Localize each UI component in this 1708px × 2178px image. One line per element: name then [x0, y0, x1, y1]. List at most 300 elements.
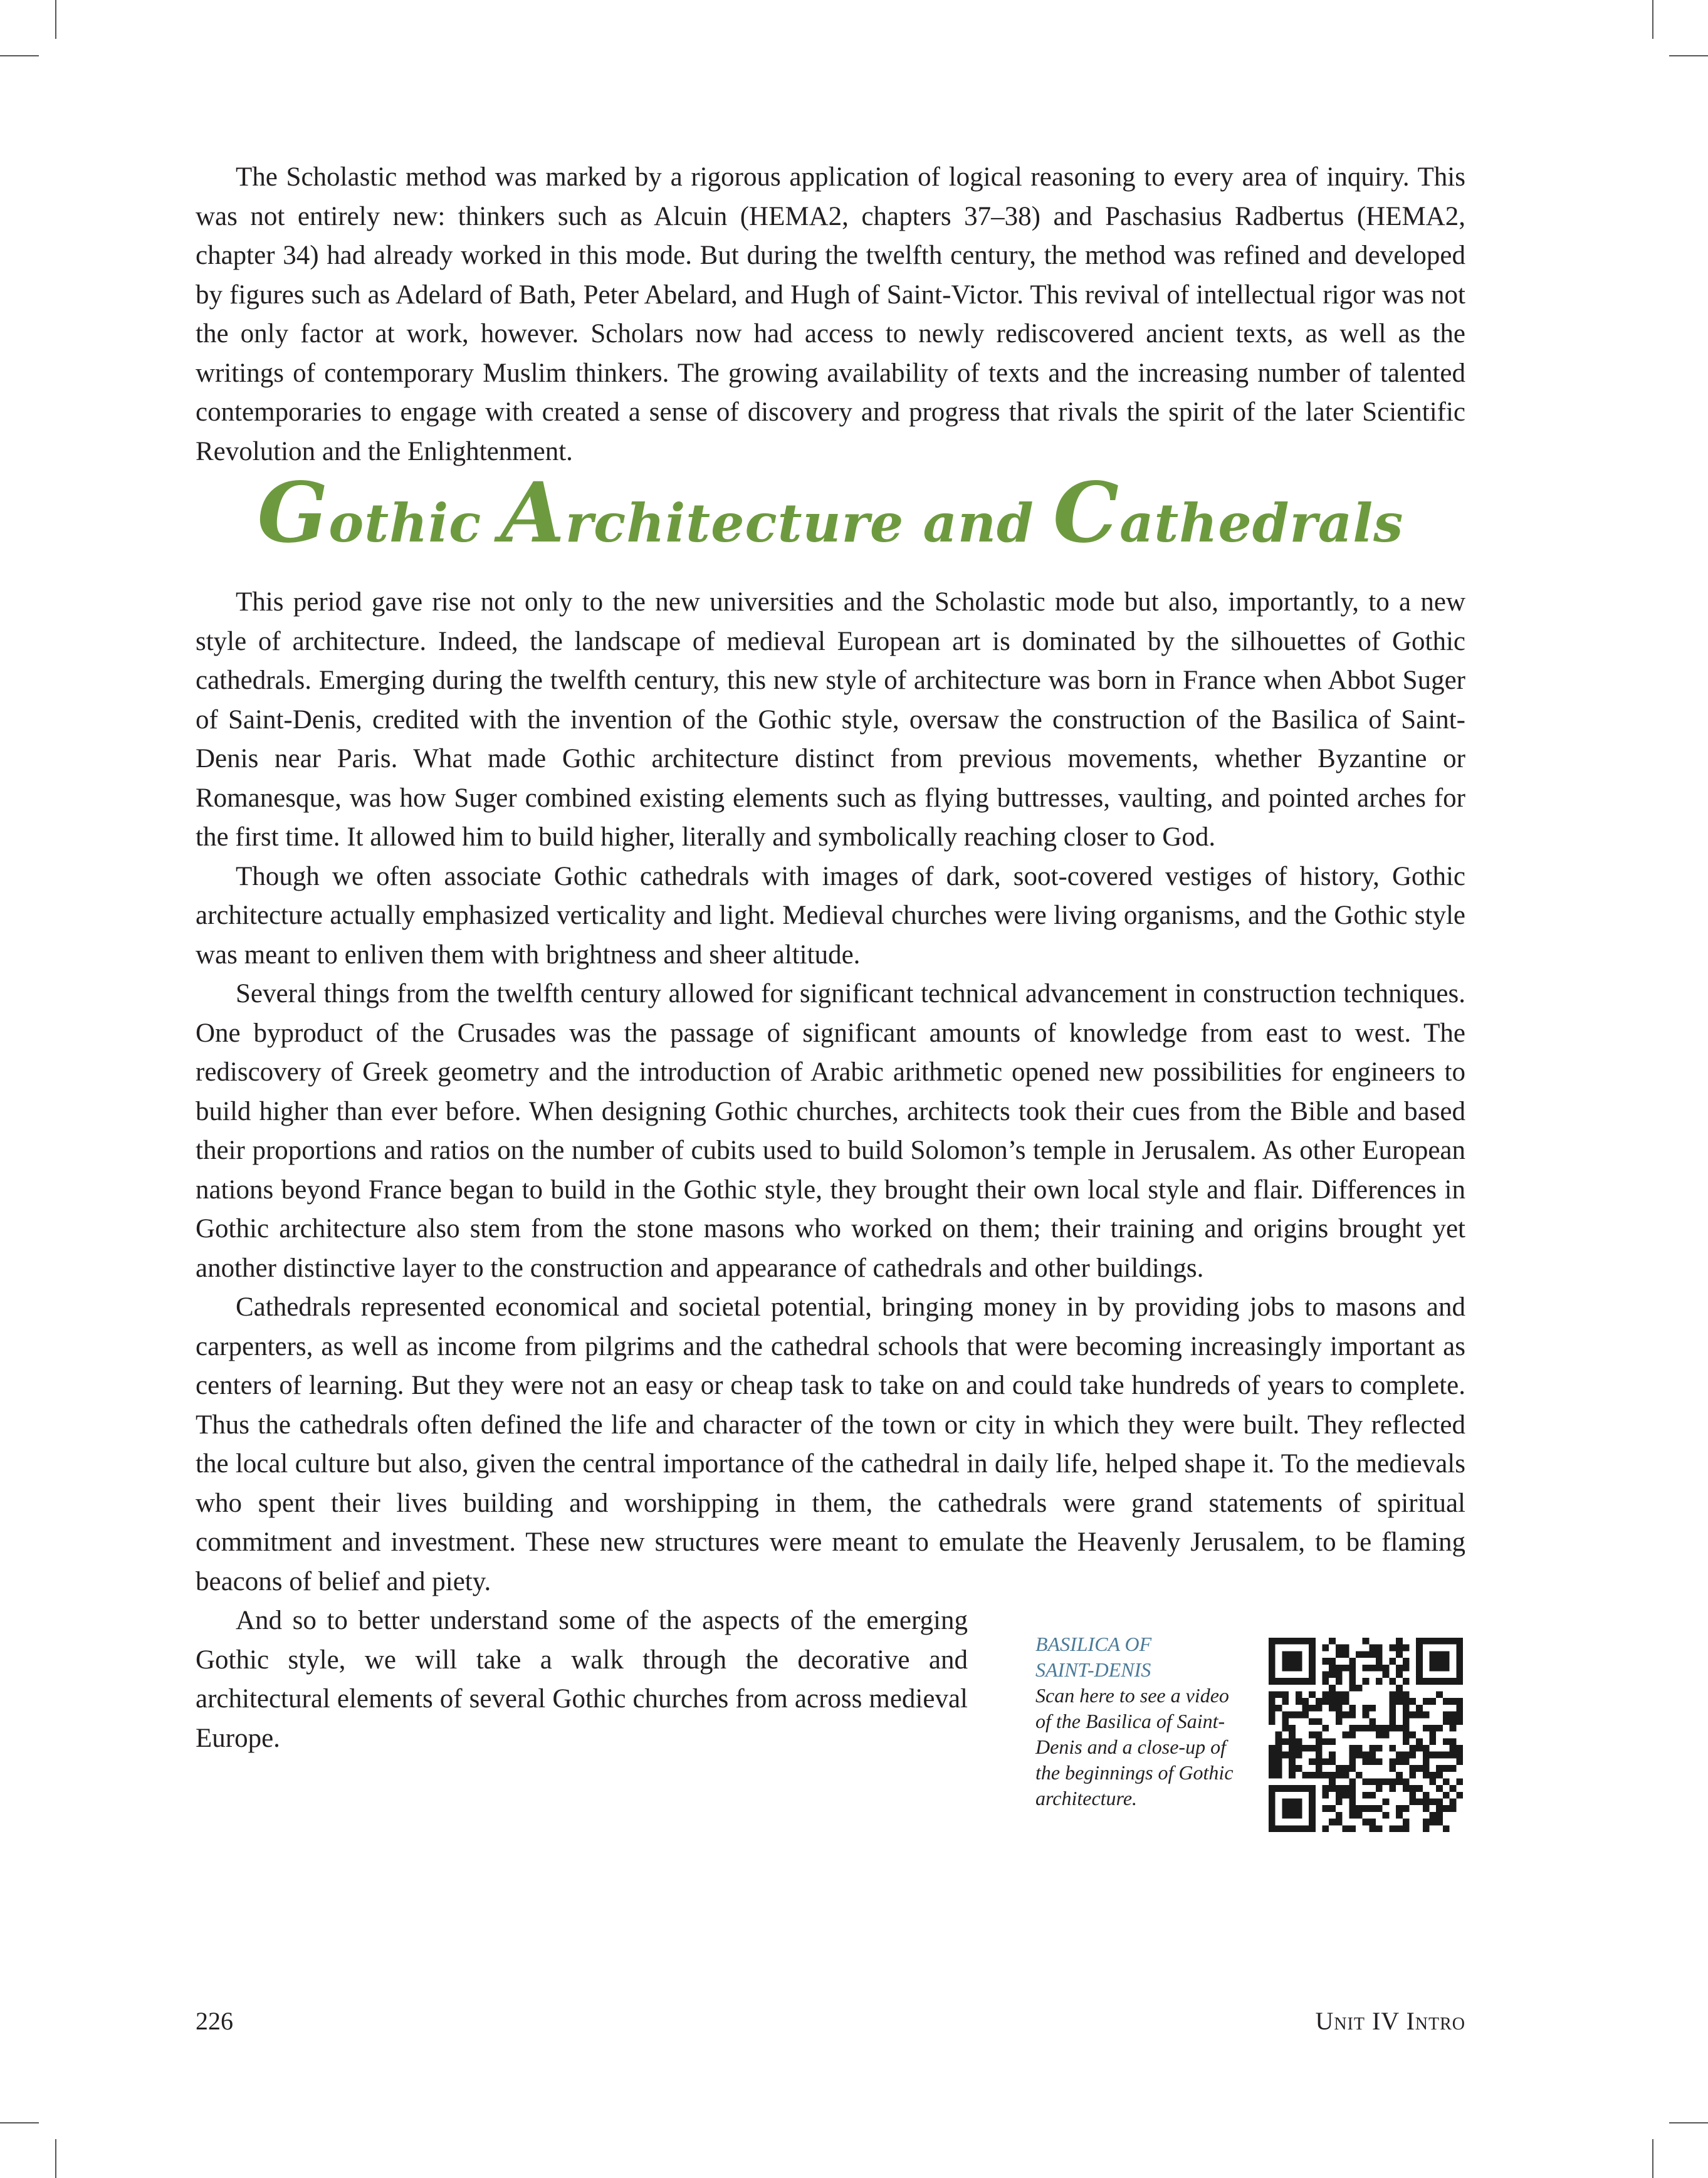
qr-module [1269, 1712, 1276, 1719]
qr-module [1430, 1778, 1437, 1785]
qr-module [1430, 1752, 1437, 1759]
qr-module [1289, 1725, 1296, 1732]
qr-module [1296, 1678, 1302, 1685]
qr-module [1269, 1671, 1276, 1678]
qr-module [1456, 1778, 1463, 1785]
qr-module [1456, 1645, 1463, 1652]
qr-module [1276, 1692, 1282, 1699]
qr-module [1336, 1812, 1343, 1819]
qr-module [1416, 1638, 1423, 1645]
qr-module [1296, 1658, 1302, 1665]
qr-module [1316, 1738, 1323, 1745]
qr-module [1423, 1765, 1430, 1772]
qr-module [1436, 1799, 1443, 1806]
qr-module [1276, 1678, 1282, 1685]
page-body [196, 158, 1465, 1808]
qr-module [1289, 1825, 1296, 1832]
qr-module [1403, 1665, 1410, 1672]
qr-module [1323, 1658, 1329, 1665]
qr-module [1423, 1752, 1430, 1759]
qr-module [1396, 1685, 1403, 1692]
qr-module [1376, 1725, 1383, 1732]
qr-module [1389, 1712, 1396, 1719]
qr-module [1323, 1692, 1329, 1699]
qr-module [1276, 1705, 1282, 1712]
qr-module [1329, 1685, 1336, 1692]
qr-module [1409, 1745, 1416, 1752]
qr-module [1409, 1792, 1416, 1799]
qr-module [1289, 1765, 1296, 1772]
qr-module [1329, 1705, 1336, 1712]
qr-module [1316, 1705, 1323, 1712]
qr-module [1450, 1752, 1457, 1759]
qr-module [1323, 1758, 1329, 1765]
qr-module [1282, 1785, 1289, 1792]
qr-module [1336, 1785, 1343, 1792]
qr-module [1329, 1658, 1336, 1665]
qr-module [1349, 1665, 1356, 1672]
qr-module [1309, 1758, 1316, 1765]
qr-module [1376, 1678, 1383, 1685]
qr-module [1396, 1638, 1403, 1645]
qr-module [1309, 1812, 1316, 1819]
qr-module [1403, 1692, 1410, 1699]
qr-module [1269, 1638, 1276, 1645]
qr-module [1389, 1825, 1396, 1832]
qr-module [1343, 1692, 1349, 1699]
qr-module [1376, 1651, 1383, 1658]
qr-module [1296, 1698, 1302, 1705]
qr-module [1329, 1698, 1336, 1705]
qr-module [1296, 1692, 1302, 1699]
qr-module [1356, 1725, 1363, 1732]
qr-module [1363, 1651, 1370, 1658]
qr-module [1309, 1805, 1316, 1812]
qr-module [1309, 1678, 1316, 1685]
qr-module [1349, 1752, 1356, 1759]
qr-module [1436, 1805, 1443, 1812]
qr-module [1269, 1645, 1276, 1652]
qr-module [1443, 1712, 1450, 1719]
qr-module [1403, 1752, 1410, 1759]
qr-module [1343, 1732, 1349, 1739]
qr-module [1329, 1758, 1336, 1765]
qr-module [1369, 1665, 1376, 1672]
qr-module [1456, 1712, 1463, 1719]
qr-module [1282, 1799, 1289, 1806]
qr-module [1329, 1638, 1336, 1645]
qr-caption [1035, 1631, 1242, 1811]
qr-module [1269, 1651, 1276, 1658]
qr-module [1309, 1825, 1316, 1832]
qr-module [1430, 1698, 1437, 1705]
qr-module [1423, 1712, 1430, 1719]
qr-module [1343, 1698, 1349, 1705]
qr-module [1389, 1778, 1396, 1785]
paragraph: Several things from the twelfth century allowed for significant technical advancement in construction techniques. One byproduct of the Crusades was the passage of significant amounts of knowledge from east to west. The rediscovery of Greek geometry and the introduction of Arabic arithmetic opened new possibilities for engineers to build higher than ever before. When designing Gothic churches, architects took their cues from the Bible and based their proportions and ratios on the number of cubits used to build Solomon’s temple in Jerusalem. As other European nations beyond France began to build in the Gothic style, they brought their own local style and flair. Differences in Gothic architecture also stem from the stone masons who worked on them; their training and origins brought yet another distinctive layer to the construction and appearance of cathedrals and other buildings. [196, 979, 1465, 1283]
qr-module [1423, 1772, 1430, 1779]
qr-module [1282, 1698, 1289, 1705]
qr-module [1329, 1778, 1336, 1785]
qr-module [1276, 1732, 1282, 1739]
qr-module [1269, 1718, 1276, 1725]
qr-module [1369, 1705, 1376, 1712]
qr-module [1349, 1805, 1356, 1812]
qr-module [1356, 1685, 1363, 1692]
qr-module [1289, 1785, 1296, 1792]
qr-module [1356, 1805, 1363, 1812]
qr-module [1423, 1678, 1430, 1685]
qr-module [1269, 1678, 1276, 1685]
qr-module [1296, 1785, 1302, 1792]
qr-module [1456, 1671, 1463, 1678]
qr-module [1302, 1772, 1309, 1779]
qr-module [1389, 1698, 1396, 1705]
qr-module [1389, 1718, 1396, 1725]
qr-module [1296, 1665, 1302, 1672]
qr-module [1349, 1792, 1356, 1799]
qr-module [1443, 1765, 1450, 1772]
qr-module [1376, 1805, 1383, 1812]
qr-module [1343, 1645, 1349, 1652]
qr-module [1416, 1665, 1423, 1672]
qr-module [1369, 1645, 1376, 1652]
qr-caption-title: SAINT-DENIS [1035, 1658, 1151, 1681]
qr-module [1302, 1745, 1309, 1752]
qr-module [1443, 1792, 1450, 1799]
qr-module [1363, 1805, 1370, 1812]
qr-module [1336, 1765, 1343, 1772]
qr-module [1416, 1765, 1423, 1772]
qr-module [1430, 1732, 1437, 1739]
crop-mark [1669, 55, 1708, 56]
qr-code-icon[interactable] [1269, 1638, 1463, 1832]
qr-module [1423, 1758, 1430, 1765]
qr-module [1403, 1805, 1410, 1812]
qr-module [1409, 1765, 1416, 1772]
qr-module [1383, 1812, 1390, 1819]
qr-module [1436, 1658, 1443, 1665]
qr-module [1329, 1785, 1336, 1792]
qr-module [1336, 1792, 1343, 1799]
qr-module [1349, 1678, 1356, 1685]
qr-module [1369, 1819, 1376, 1826]
qr-module [1309, 1718, 1316, 1725]
qr-module [1436, 1651, 1443, 1658]
paragraph: Cathedrals represented economical and societal potential, bringing money in by providing jobs to masons and carpenters, as well as income from pilgrims and the cathedral schools that were becoming increasingly important as centers of learning. But they were not an easy or cheap task to take on and could take hundreds of years to complete. Thus the cathedrals often defined the life and character of the town or city in which they were built. They reflected the local culture but also, given the central importance of the cathedral in daily life, helped shape it. To the medievals who spent their lives building and worshipping in them, the cathedrals were grand statements of spiritual commitment and investment. These new structures were meant to emulate the Heavenly Jerusalem, to be flaming beacons of belief and piety. [196, 1292, 1465, 1596]
qr-module [1430, 1772, 1437, 1779]
qr-module [1443, 1825, 1450, 1832]
qr-module [1396, 1758, 1403, 1765]
qr-module [1289, 1772, 1296, 1779]
qr-module [1369, 1792, 1376, 1799]
qr-module [1296, 1638, 1302, 1645]
qr-module [1309, 1745, 1316, 1752]
qr-module [1409, 1772, 1416, 1779]
qr-module [1269, 1785, 1276, 1792]
qr-module [1403, 1819, 1410, 1826]
qr-module [1416, 1738, 1423, 1745]
qr-module [1329, 1665, 1336, 1672]
qr-module [1343, 1665, 1349, 1672]
qr-module [1403, 1712, 1410, 1719]
qr-module [1363, 1638, 1370, 1645]
qr-module [1309, 1651, 1316, 1658]
qr-module [1343, 1651, 1349, 1658]
qr-module [1269, 1692, 1276, 1699]
qr-module [1349, 1725, 1356, 1732]
qr-module [1363, 1819, 1370, 1826]
qr-module [1423, 1825, 1430, 1832]
crop-mark [0, 2122, 39, 2123]
qr-module [1323, 1645, 1329, 1652]
qr-module [1456, 1665, 1463, 1672]
qr-module [1396, 1805, 1403, 1812]
qr-module [1369, 1825, 1376, 1832]
qr-module [1403, 1725, 1410, 1732]
qr-module [1403, 1778, 1410, 1785]
crop-mark [55, 2139, 56, 2178]
qr-module [1349, 1785, 1356, 1792]
qr-module [1356, 1745, 1363, 1752]
qr-module [1323, 1671, 1329, 1678]
qr-module [1349, 1705, 1356, 1712]
qr-module [1389, 1658, 1396, 1665]
qr-module [1456, 1638, 1463, 1645]
crop-mark [1652, 0, 1653, 39]
qr-module [1430, 1725, 1437, 1732]
qr-module [1409, 1712, 1416, 1719]
qr-module [1329, 1752, 1336, 1759]
qr-module [1296, 1738, 1302, 1745]
qr-module [1269, 1665, 1276, 1672]
qr-module [1456, 1792, 1463, 1799]
qr-module [1323, 1725, 1329, 1732]
qr-module [1376, 1645, 1383, 1652]
qr-module [1349, 1812, 1356, 1819]
qr-module [1436, 1665, 1443, 1672]
qr-module [1316, 1765, 1323, 1772]
qr-module [1282, 1812, 1289, 1819]
qr-module [1282, 1752, 1289, 1759]
qr-module [1430, 1651, 1437, 1658]
crop-mark [55, 0, 56, 39]
qr-module [1423, 1698, 1430, 1705]
qr-module [1369, 1805, 1376, 1812]
qr-module [1316, 1772, 1323, 1779]
qr-module [1423, 1819, 1430, 1826]
qr-module [1282, 1718, 1289, 1725]
qr-module [1450, 1718, 1457, 1725]
qr-module [1296, 1651, 1302, 1658]
qr-module [1443, 1638, 1450, 1645]
qr-module [1416, 1658, 1423, 1665]
qr-module [1389, 1758, 1396, 1765]
qr-module [1282, 1725, 1289, 1732]
qr-module [1450, 1745, 1457, 1752]
qr-module [1450, 1678, 1457, 1685]
qr-module [1450, 1765, 1457, 1772]
qr-module [1356, 1812, 1363, 1819]
qr-module [1302, 1712, 1309, 1719]
qr-module [1363, 1665, 1370, 1672]
qr-module [1296, 1745, 1302, 1752]
qr-module [1349, 1658, 1356, 1665]
qr-module [1282, 1678, 1289, 1685]
qr-module [1396, 1671, 1403, 1678]
qr-module [1416, 1705, 1423, 1712]
qr-module [1396, 1772, 1403, 1779]
qr-module [1276, 1785, 1282, 1792]
qr-module [1376, 1732, 1383, 1739]
qr-module [1436, 1765, 1443, 1772]
qr-module [1443, 1778, 1450, 1785]
qr-module [1282, 1651, 1289, 1658]
qr-module [1403, 1785, 1410, 1792]
qr-module [1383, 1799, 1390, 1806]
qr-module [1416, 1678, 1423, 1685]
qr-module [1296, 1825, 1302, 1832]
qr-module [1396, 1665, 1403, 1672]
qr-module [1376, 1758, 1383, 1765]
qr-module [1430, 1738, 1437, 1745]
crop-mark [0, 55, 39, 56]
qr-module [1323, 1792, 1329, 1799]
qr-module [1309, 1658, 1316, 1665]
qr-module [1430, 1658, 1437, 1665]
qr-module [1309, 1692, 1316, 1699]
qr-module [1309, 1799, 1316, 1806]
qr-module [1430, 1799, 1437, 1806]
qr-module [1316, 1745, 1323, 1752]
qr-module [1269, 1752, 1276, 1759]
qr-module [1282, 1658, 1289, 1665]
qr-module [1269, 1805, 1276, 1812]
qr-module [1289, 1732, 1296, 1739]
qr-module [1430, 1819, 1437, 1826]
qr-module [1336, 1692, 1343, 1699]
qr-caption-title: BASILICA OF [1035, 1633, 1152, 1655]
qr-module [1436, 1692, 1443, 1699]
qr-module [1389, 1745, 1396, 1752]
qr-module [1289, 1638, 1296, 1645]
qr-module [1323, 1785, 1329, 1792]
qr-module [1383, 1778, 1390, 1785]
qr-module [1363, 1678, 1370, 1685]
qr-module [1323, 1805, 1329, 1812]
qr-module [1376, 1745, 1383, 1752]
qr-module [1289, 1758, 1296, 1765]
qr-module [1276, 1752, 1282, 1759]
qr-module [1302, 1825, 1309, 1832]
qr-module [1309, 1732, 1316, 1739]
qr-module [1396, 1651, 1403, 1658]
qr-module [1323, 1738, 1329, 1745]
qr-module [1289, 1812, 1296, 1819]
qr-module [1323, 1772, 1329, 1779]
qr-module [1289, 1658, 1296, 1665]
section-heading: Gothic Architecture and Cathedrals [257, 464, 1404, 562]
qr-module [1336, 1799, 1343, 1806]
qr-module [1316, 1752, 1323, 1759]
qr-module [1409, 1785, 1416, 1792]
qr-module [1329, 1692, 1336, 1699]
qr-module [1436, 1785, 1443, 1792]
qr-module [1403, 1732, 1410, 1739]
qr-module [1343, 1712, 1349, 1719]
qr-module [1269, 1792, 1276, 1799]
qr-module [1276, 1758, 1282, 1765]
qr-module [1383, 1665, 1390, 1672]
qr-module [1316, 1698, 1323, 1705]
qr-module [1349, 1765, 1356, 1772]
qr-module [1450, 1638, 1457, 1645]
qr-module [1450, 1799, 1457, 1806]
qr-module [1409, 1799, 1416, 1806]
qr-module [1302, 1678, 1309, 1685]
qr-module [1369, 1752, 1376, 1759]
qr-module [1389, 1705, 1396, 1712]
qr-module [1323, 1698, 1329, 1705]
page-number: 226 [196, 2007, 233, 2035]
qr-module [1423, 1638, 1430, 1645]
qr-module [1282, 1638, 1289, 1645]
qr-module [1363, 1752, 1370, 1759]
qr-module [1409, 1732, 1416, 1739]
qr-module [1369, 1651, 1376, 1658]
qr-module [1336, 1678, 1343, 1685]
qr-module [1403, 1825, 1410, 1832]
qr-module [1416, 1712, 1423, 1719]
qr-module [1282, 1712, 1289, 1719]
qr-module [1443, 1665, 1450, 1672]
qr-module [1323, 1678, 1329, 1685]
qr-module [1276, 1638, 1282, 1645]
qr-module [1456, 1698, 1463, 1705]
qr-module [1416, 1651, 1423, 1658]
qr-module [1309, 1638, 1316, 1645]
qr-module [1376, 1825, 1383, 1832]
qr-module [1403, 1705, 1410, 1712]
qr-module [1443, 1805, 1450, 1812]
qr-module [1369, 1758, 1376, 1765]
qr-module [1282, 1825, 1289, 1832]
qr-module [1349, 1745, 1356, 1752]
qr-module [1403, 1658, 1410, 1665]
qr-module [1343, 1765, 1349, 1772]
qr-module [1302, 1785, 1309, 1792]
qr-module [1289, 1651, 1296, 1658]
qr-module [1336, 1698, 1343, 1705]
qr-module [1443, 1718, 1450, 1725]
qr-module [1276, 1772, 1282, 1779]
qr-module [1430, 1665, 1437, 1672]
qr-module [1456, 1678, 1463, 1685]
qr-module [1269, 1698, 1276, 1705]
qr-module [1409, 1698, 1416, 1705]
qr-module [1443, 1658, 1450, 1665]
qr-module [1436, 1678, 1443, 1685]
qr-module [1329, 1772, 1336, 1779]
qr-module [1436, 1812, 1443, 1819]
qr-module [1430, 1678, 1437, 1685]
qr-module [1316, 1718, 1323, 1725]
qr-module [1276, 1825, 1282, 1832]
qr-module [1349, 1825, 1356, 1832]
qr-module [1309, 1671, 1316, 1678]
qr-module [1343, 1792, 1349, 1799]
qr-module [1276, 1765, 1282, 1772]
